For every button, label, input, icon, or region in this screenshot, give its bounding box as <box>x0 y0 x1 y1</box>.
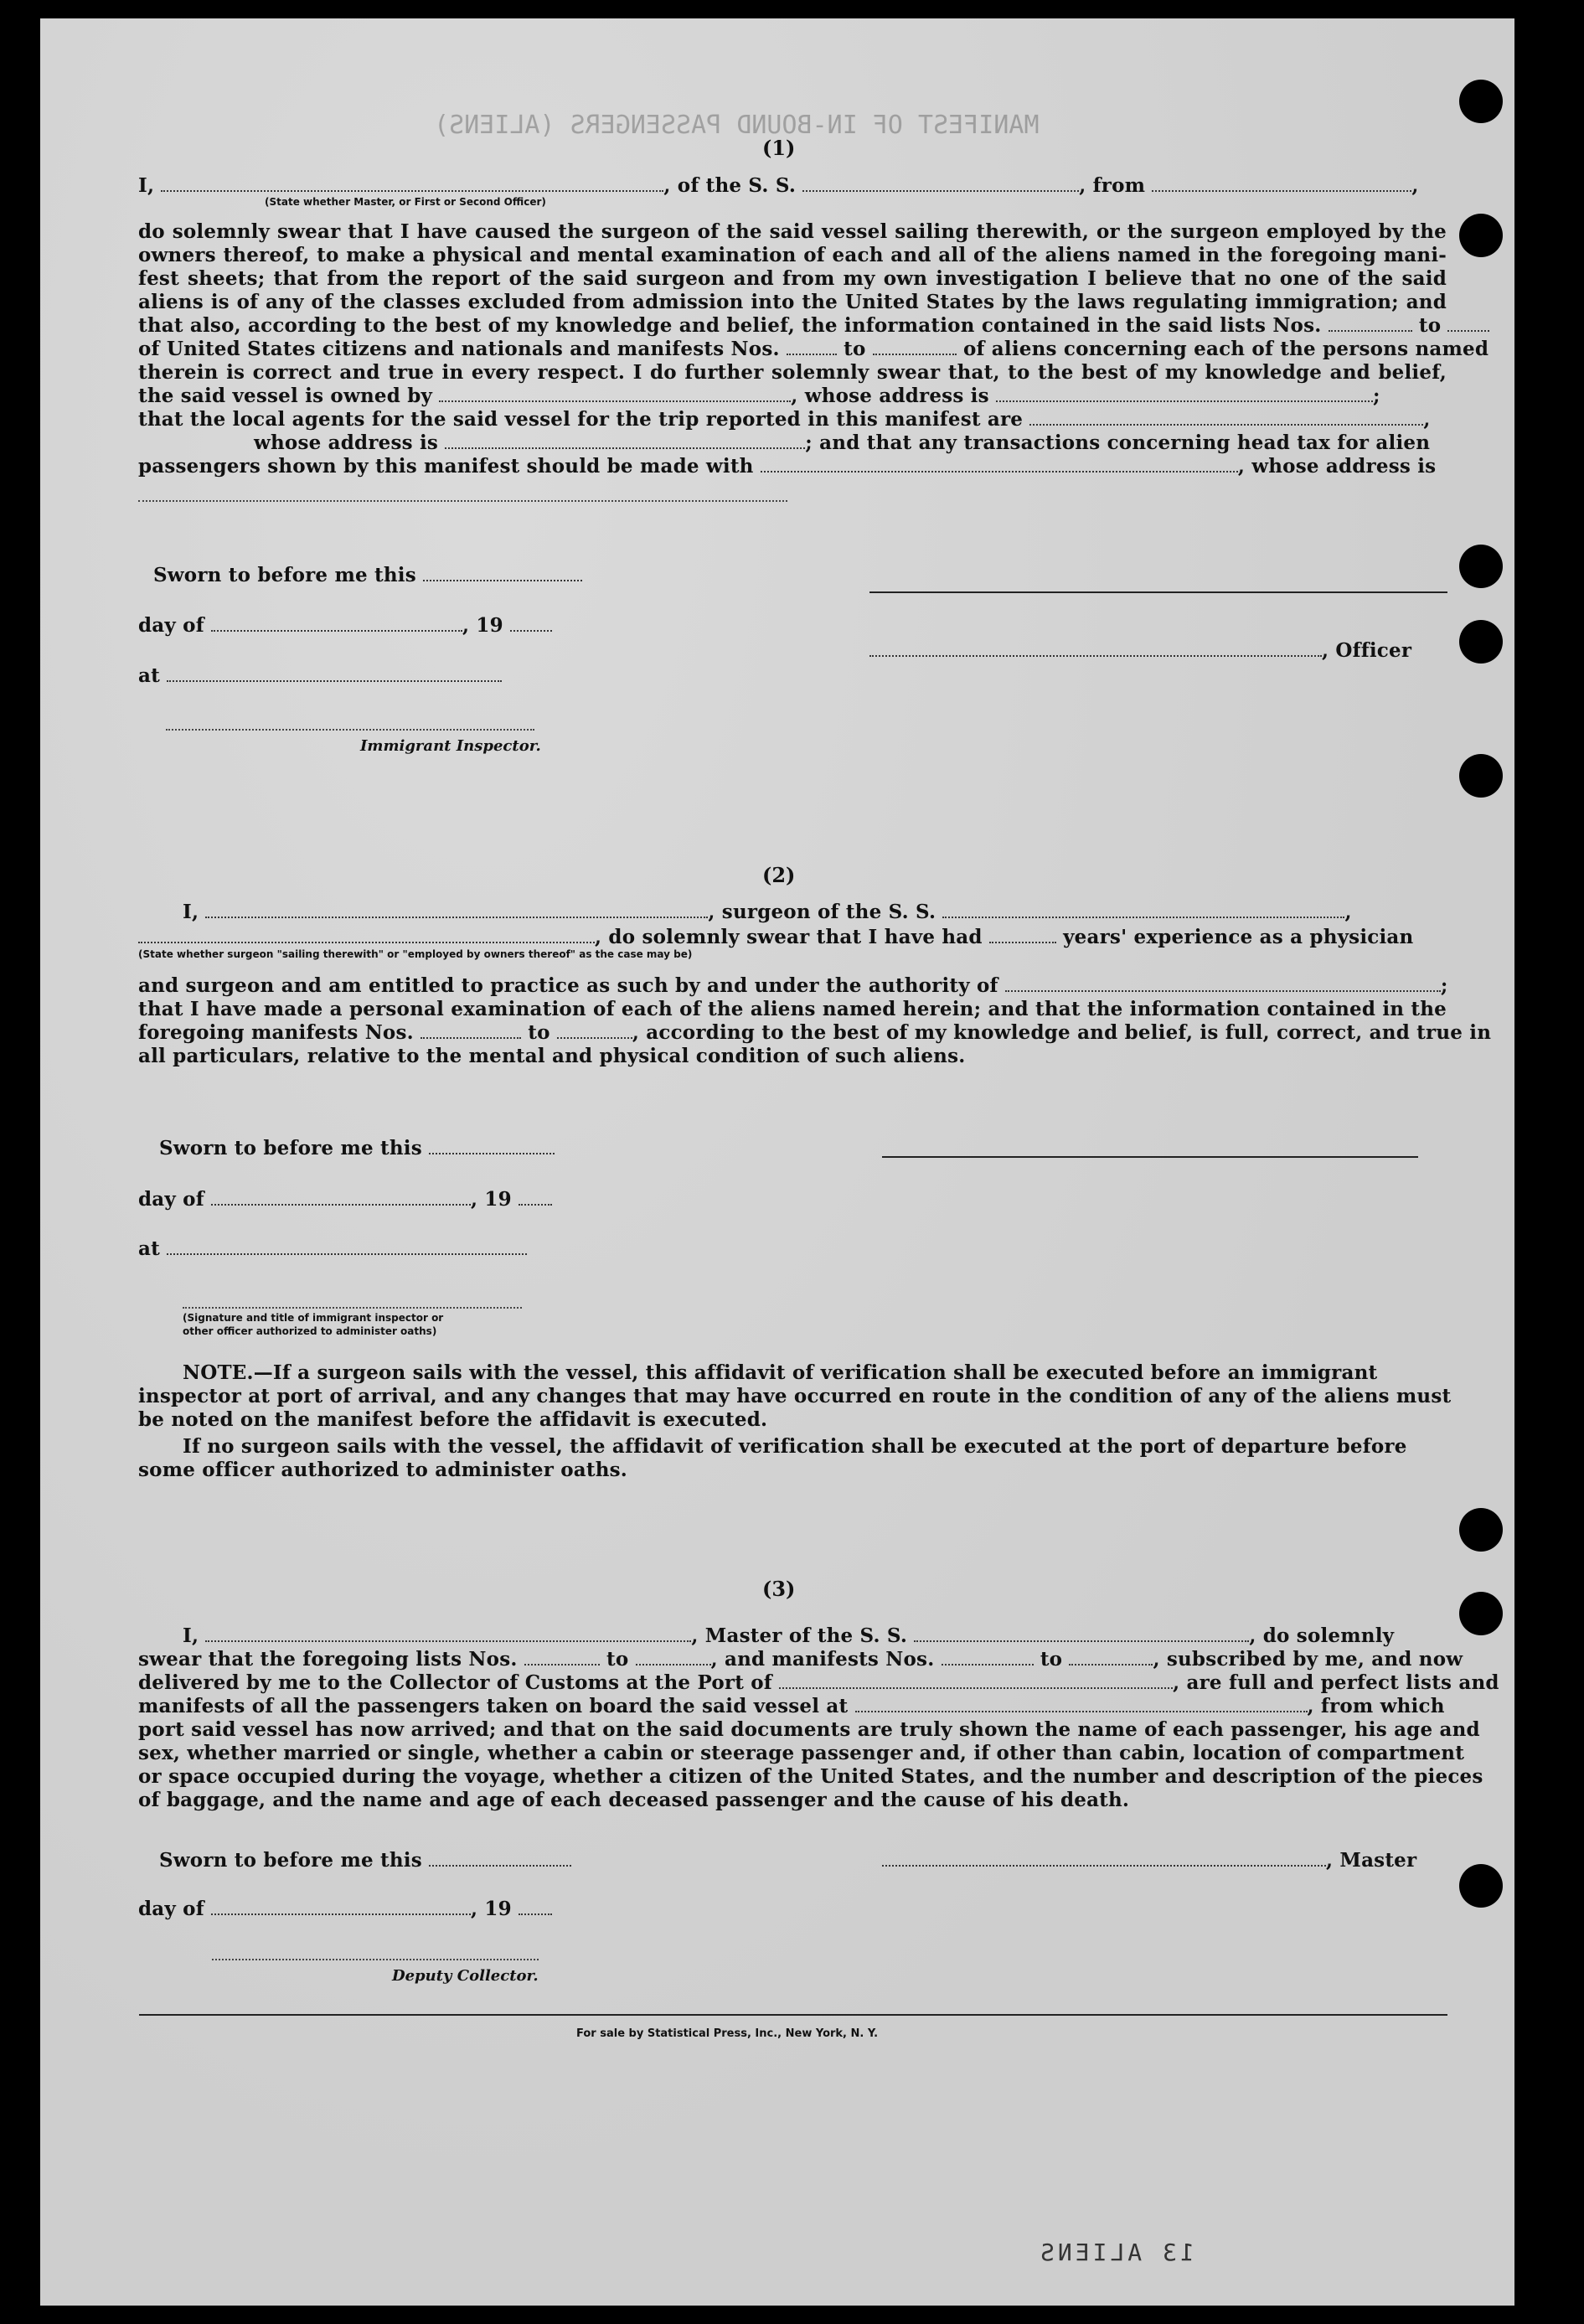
s2-line6: all particulars, relative to the mental and physical condition of such aliens. <box>138 1045 966 1067</box>
s2-day: day of , 19 <box>138 1187 552 1212</box>
s1-line12: passengers shown by this manifest should be made with , whose address is <box>138 455 1437 478</box>
s3-line4: manifests of all the passengers taken on board the said vessel at , from which <box>138 1695 1445 1717</box>
s1-inspector-label: Immigrant Inspector. <box>360 737 541 755</box>
s3-line8: of baggage, and the name and age of each deceased passenger and the cause of his death. <box>138 1789 1130 1811</box>
s1-inspector-rule <box>166 729 534 731</box>
section-2-number: (2) <box>762 863 796 887</box>
s2-signature-line <box>882 1156 1418 1158</box>
s1-signature-line-1 <box>869 591 1447 593</box>
s2-note-line4: If no surgeon sails with the vessel, the affidavit of verification shall be executed at the port of departure before <box>183 1435 1407 1458</box>
s1-sworn: Sworn to before me this <box>153 563 582 588</box>
s1-officer-note: (State whether Master, or First or Second Officer) <box>265 196 546 208</box>
manifest-page <box>40 18 1514 2306</box>
s3-line5: port said vessel has now arrived; and that on the said documents are truly shown the name of each passenger, his age and <box>138 1718 1480 1741</box>
s2-surgeon-note: (State whether surgeon "sailing therewith" or "employed by owners thereof" as the case may be) <box>138 948 693 960</box>
section-3-number: (3) <box>762 1577 796 1601</box>
printer-footer: For sale by Statistical Press, Inc., New York, N. Y. <box>576 2027 879 2040</box>
s3-day: day of , 19 <box>138 1897 552 1922</box>
bottom-rule <box>139 2014 1447 2016</box>
s2-line5: foregoing manifests Nos. to , according to the best of my knowledge and belief, is full, correct, and true in <box>138 1021 1492 1044</box>
s3-line3: delivered by me to the Collector of Customs at the Port of , are full and perfect lists and <box>138 1671 1499 1694</box>
s1-line2: do solemnly swear that I have caused the surgeon of the said vessel sailing therewith, or the surgeon employed by the <box>138 220 1447 243</box>
s1-line11: whose address is ; and that any transactions concerning head tax for alien <box>254 431 1431 454</box>
s3-line1: I, , Master of the S. S. , do solemnly <box>183 1624 1395 1647</box>
s1-line3: owners thereof, to make a physical and mental examination of each and all of the aliens named in the foregoing mani- <box>138 244 1447 266</box>
binder-hole <box>1459 545 1503 588</box>
s1-address-rule <box>138 500 787 502</box>
s2-note-line5: some officer authorized to administer oaths. <box>138 1459 628 1481</box>
s3-line2: swear that the foregoing lists Nos. to , and manifests Nos. to , subscribed by me, and now <box>138 1648 1463 1671</box>
s2-note-line2: inspector at port of arrival, and any changes that may have occurred en route in the condition of any of the aliens must <box>138 1385 1452 1407</box>
s1-line9: the said vessel is owned by , whose address is ; <box>138 385 1380 407</box>
binder-hole <box>1459 1508 1503 1552</box>
reverse-show-through: MANIFEST OF IN-BOUND PASSENGERS (ALIENS) <box>434 111 1040 140</box>
s2-at: at <box>138 1237 527 1262</box>
s1-line4: fest sheets; that from the report of the said surgeon and from my own investigation I believe that no one of the said <box>138 267 1447 290</box>
s2-line4: that I have made a personal examination of each of the aliens named herein; and that the information contained in the <box>138 998 1447 1020</box>
binder-hole <box>1459 80 1503 123</box>
s1-line10: that the local agents for the said vessel for the trip reported in this manifest are , <box>138 408 1431 431</box>
s2-line3: and surgeon and am entitled to practice as such by and under the authority of ; <box>138 974 1448 997</box>
s3-master: , Master <box>882 1848 1416 1873</box>
s2-sig-note-1: (Signature and title of immigrant inspector or <box>183 1312 444 1324</box>
aliens-stamp: 13 ALIENS <box>1037 2239 1194 2266</box>
s1-line5: aliens is of any of the classes excluded from admission into the United States by the laws regulating immigration; and <box>138 291 1447 313</box>
s3-collector-label: Deputy Collector. <box>392 1967 539 1985</box>
s2-sworn: Sworn to before me this <box>159 1136 555 1161</box>
s2-note-line1: NOTE.—If a surgeon sails with the vessel, this affidavit of verification shall be executed before an immigrant <box>183 1361 1378 1384</box>
binder-hole <box>1459 214 1503 257</box>
s1-line1: I, , of the S. S. , from , <box>138 174 1419 197</box>
binder-hole <box>1459 1864 1503 1908</box>
s2-signature-rule <box>183 1307 522 1309</box>
s2-line1: I, , surgeon of the S. S. , <box>183 901 1352 923</box>
s1-line6: that also, according to the best of my knowledge and belief, the information contained in the said lists Nos. to <box>138 313 1489 338</box>
s1-line8: therein is correct and true in every respect. I do further solemnly swear that, to the best of my knowledge and belief, <box>138 361 1447 384</box>
s2-note-line3: be noted on the manifest before the affidavit is executed. <box>138 1408 768 1431</box>
binder-hole <box>1459 754 1503 798</box>
s2-sig-note-2: other officer authorized to administer oaths) <box>183 1325 437 1337</box>
s3-collector-rule <box>212 1959 539 1960</box>
s1-at: at <box>138 664 502 689</box>
s3-sworn: Sworn to before me this <box>159 1848 571 1873</box>
s3-line7: or space occupied during the voyage, whether a citizen of the United States, and the number and description of the pieces <box>138 1765 1483 1788</box>
s1-day: day of , 19 <box>138 613 552 638</box>
binder-hole <box>1459 1592 1503 1635</box>
s2-line2: , do solemnly swear that I have had years' experience as a physician <box>138 925 1413 950</box>
s1-officer: , Officer <box>869 638 1411 664</box>
s3-line6: sex, whether married or single, whether a cabin or steerage passenger and, if other than cabin, location of compartment <box>138 1742 1465 1764</box>
binder-hole <box>1459 620 1503 664</box>
s1-line7: of United States citizens and nationals and manifests Nos. to of aliens concerning each of the persons named <box>138 338 1489 360</box>
section-1-number: (1) <box>762 136 796 160</box>
